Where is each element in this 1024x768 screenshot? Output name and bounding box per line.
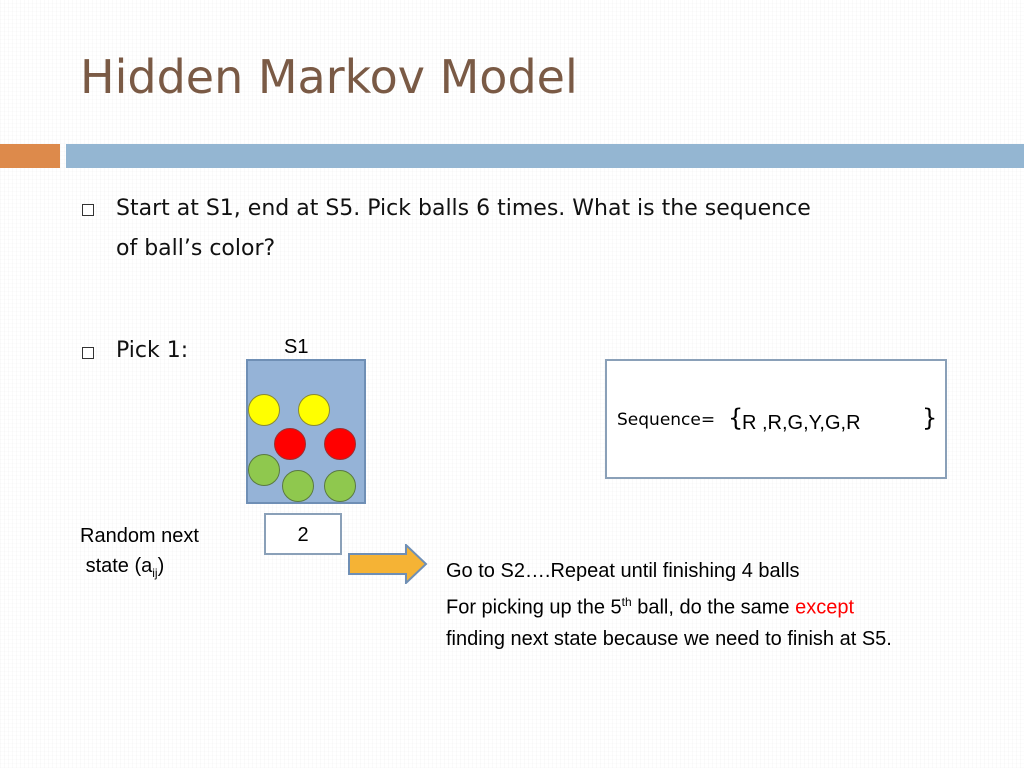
green-ball xyxy=(248,454,280,486)
random-next-prefix: state (a xyxy=(85,555,153,577)
note-line-1: Go to S2….Repeat until finishing 4 balls xyxy=(446,560,800,582)
green-ball xyxy=(324,470,356,502)
sequence-values: R ,R,G,Y,G,R xyxy=(742,412,861,434)
note-line-2-prefix: For picking up the 5 xyxy=(446,596,622,619)
note-line-2-mid: ball, do the same xyxy=(631,596,796,619)
random-next-label xyxy=(80,521,199,588)
note-superscript: th xyxy=(621,595,632,609)
bullet-line-2: of ball’s color? xyxy=(116,236,276,261)
instruction-note xyxy=(446,556,892,655)
note-line-2 xyxy=(446,587,892,624)
bullet-question xyxy=(116,189,811,269)
random-next-subscript: ij xyxy=(152,566,158,580)
sequence-close-brace: } xyxy=(922,404,938,432)
bullet-pick: Pick 1: xyxy=(116,338,189,363)
red-ball xyxy=(274,428,306,460)
random-next-line-1: Random next xyxy=(80,525,199,547)
note-line-3: finding next state because we need to finish at S5. xyxy=(446,627,892,650)
yellow-ball xyxy=(298,394,330,426)
note-highlight: except xyxy=(795,596,855,619)
urn-state-label: S1 xyxy=(284,336,309,358)
sequence-prefix: Sequence= xyxy=(617,410,716,430)
random-next-suffix: ) xyxy=(157,555,165,577)
sequence-open-brace: { xyxy=(728,404,744,432)
next-state-value: 2 xyxy=(264,513,342,555)
right-arrow-icon xyxy=(348,544,428,584)
bullet-square-icon xyxy=(82,347,94,359)
accent-bar-blue xyxy=(66,144,1024,168)
random-next-line-2 xyxy=(80,551,199,588)
bullet-square-icon xyxy=(82,204,94,216)
accent-bar-orange xyxy=(0,144,60,168)
slide-title: Hidden Markov Model xyxy=(80,50,578,104)
bullet-line-1: Start at S1, end at S5. Pick balls 6 times. What is the sequence xyxy=(116,196,811,221)
green-ball xyxy=(282,470,314,502)
yellow-ball xyxy=(248,394,280,426)
red-ball xyxy=(324,428,356,460)
